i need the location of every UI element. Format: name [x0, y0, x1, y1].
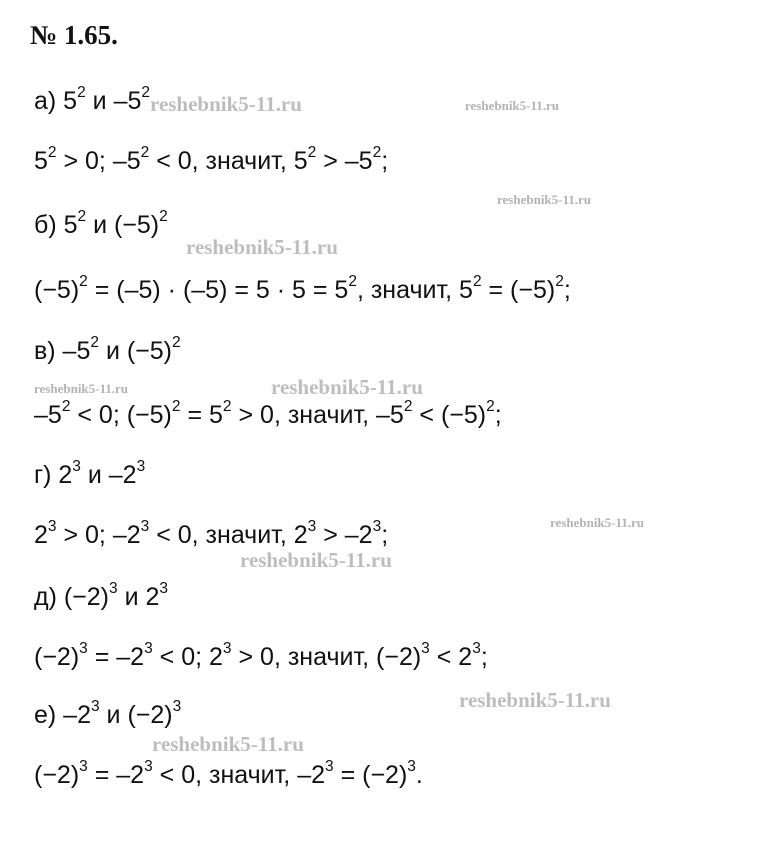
part-g-heading: г) $2^3$ и $-2^3$ — [34, 458, 146, 489]
watermark: reshebnik5-11.ru — [550, 515, 645, 530]
watermark: reshebnik5-11.ru — [465, 98, 560, 113]
watermark: reshebnik5-11.ru — [271, 375, 423, 399]
watermark: reshebnik5-11.ru — [152, 732, 304, 756]
watermark: reshebnik5-11.ru — [497, 192, 592, 207]
part-g-solution: $2^3 > 0$; $-2^3 < 0$, значит, $2^3 > -2^3$; — [34, 518, 389, 549]
watermark: reshebnik5-11.ru — [240, 548, 392, 572]
part-d-heading: д) $(-2)^3$ и $2^3$ — [34, 580, 169, 611]
watermark: reshebnik5-11.ru — [34, 381, 129, 396]
problem-number: № 1.65. — [30, 20, 118, 50]
part-b-heading: б) $5^2$ и $(-5)^2$ — [34, 208, 168, 239]
watermark: reshebnik5-11.ru — [186, 235, 338, 259]
watermark: reshebnik5-11.ru — [459, 688, 611, 712]
part-b-solution: $(-5)^2 = (-5) \cdot (-5) = 5 \cdot 5 = 5^2$, значит, $5^2 = (-5)^2$; — [34, 273, 571, 304]
part-d-solution: $(-2)^3 = -2^3 < 0$; $2^3 > 0$, значит, $(-2)^3 < 2^3$; — [34, 640, 488, 671]
part-v-heading: в) $-5^2$ и $(-5)^2$ — [34, 334, 181, 365]
watermark: reshebnik5-11.ru — [150, 92, 302, 116]
part-a-solution: $5^2 > 0$; $-5^2 < 0$, значит, $5^2 > -5^2$; — [34, 144, 389, 175]
part-e-solution: $(-2)^3 = -2^3 < 0$, значит, $-2^3 = (-2)^3$. — [34, 758, 423, 789]
part-v-solution: $-5^2 < 0$; $(-5)^2 = 5^2 > 0$, значит, $-5^2 < (-5)^2$; — [34, 398, 502, 429]
part-e-heading: е) $-2^3$ и $(-2)^3$ — [34, 698, 182, 729]
part-a-heading: а) $5^2$ и $-5^2$ — [34, 84, 151, 115]
